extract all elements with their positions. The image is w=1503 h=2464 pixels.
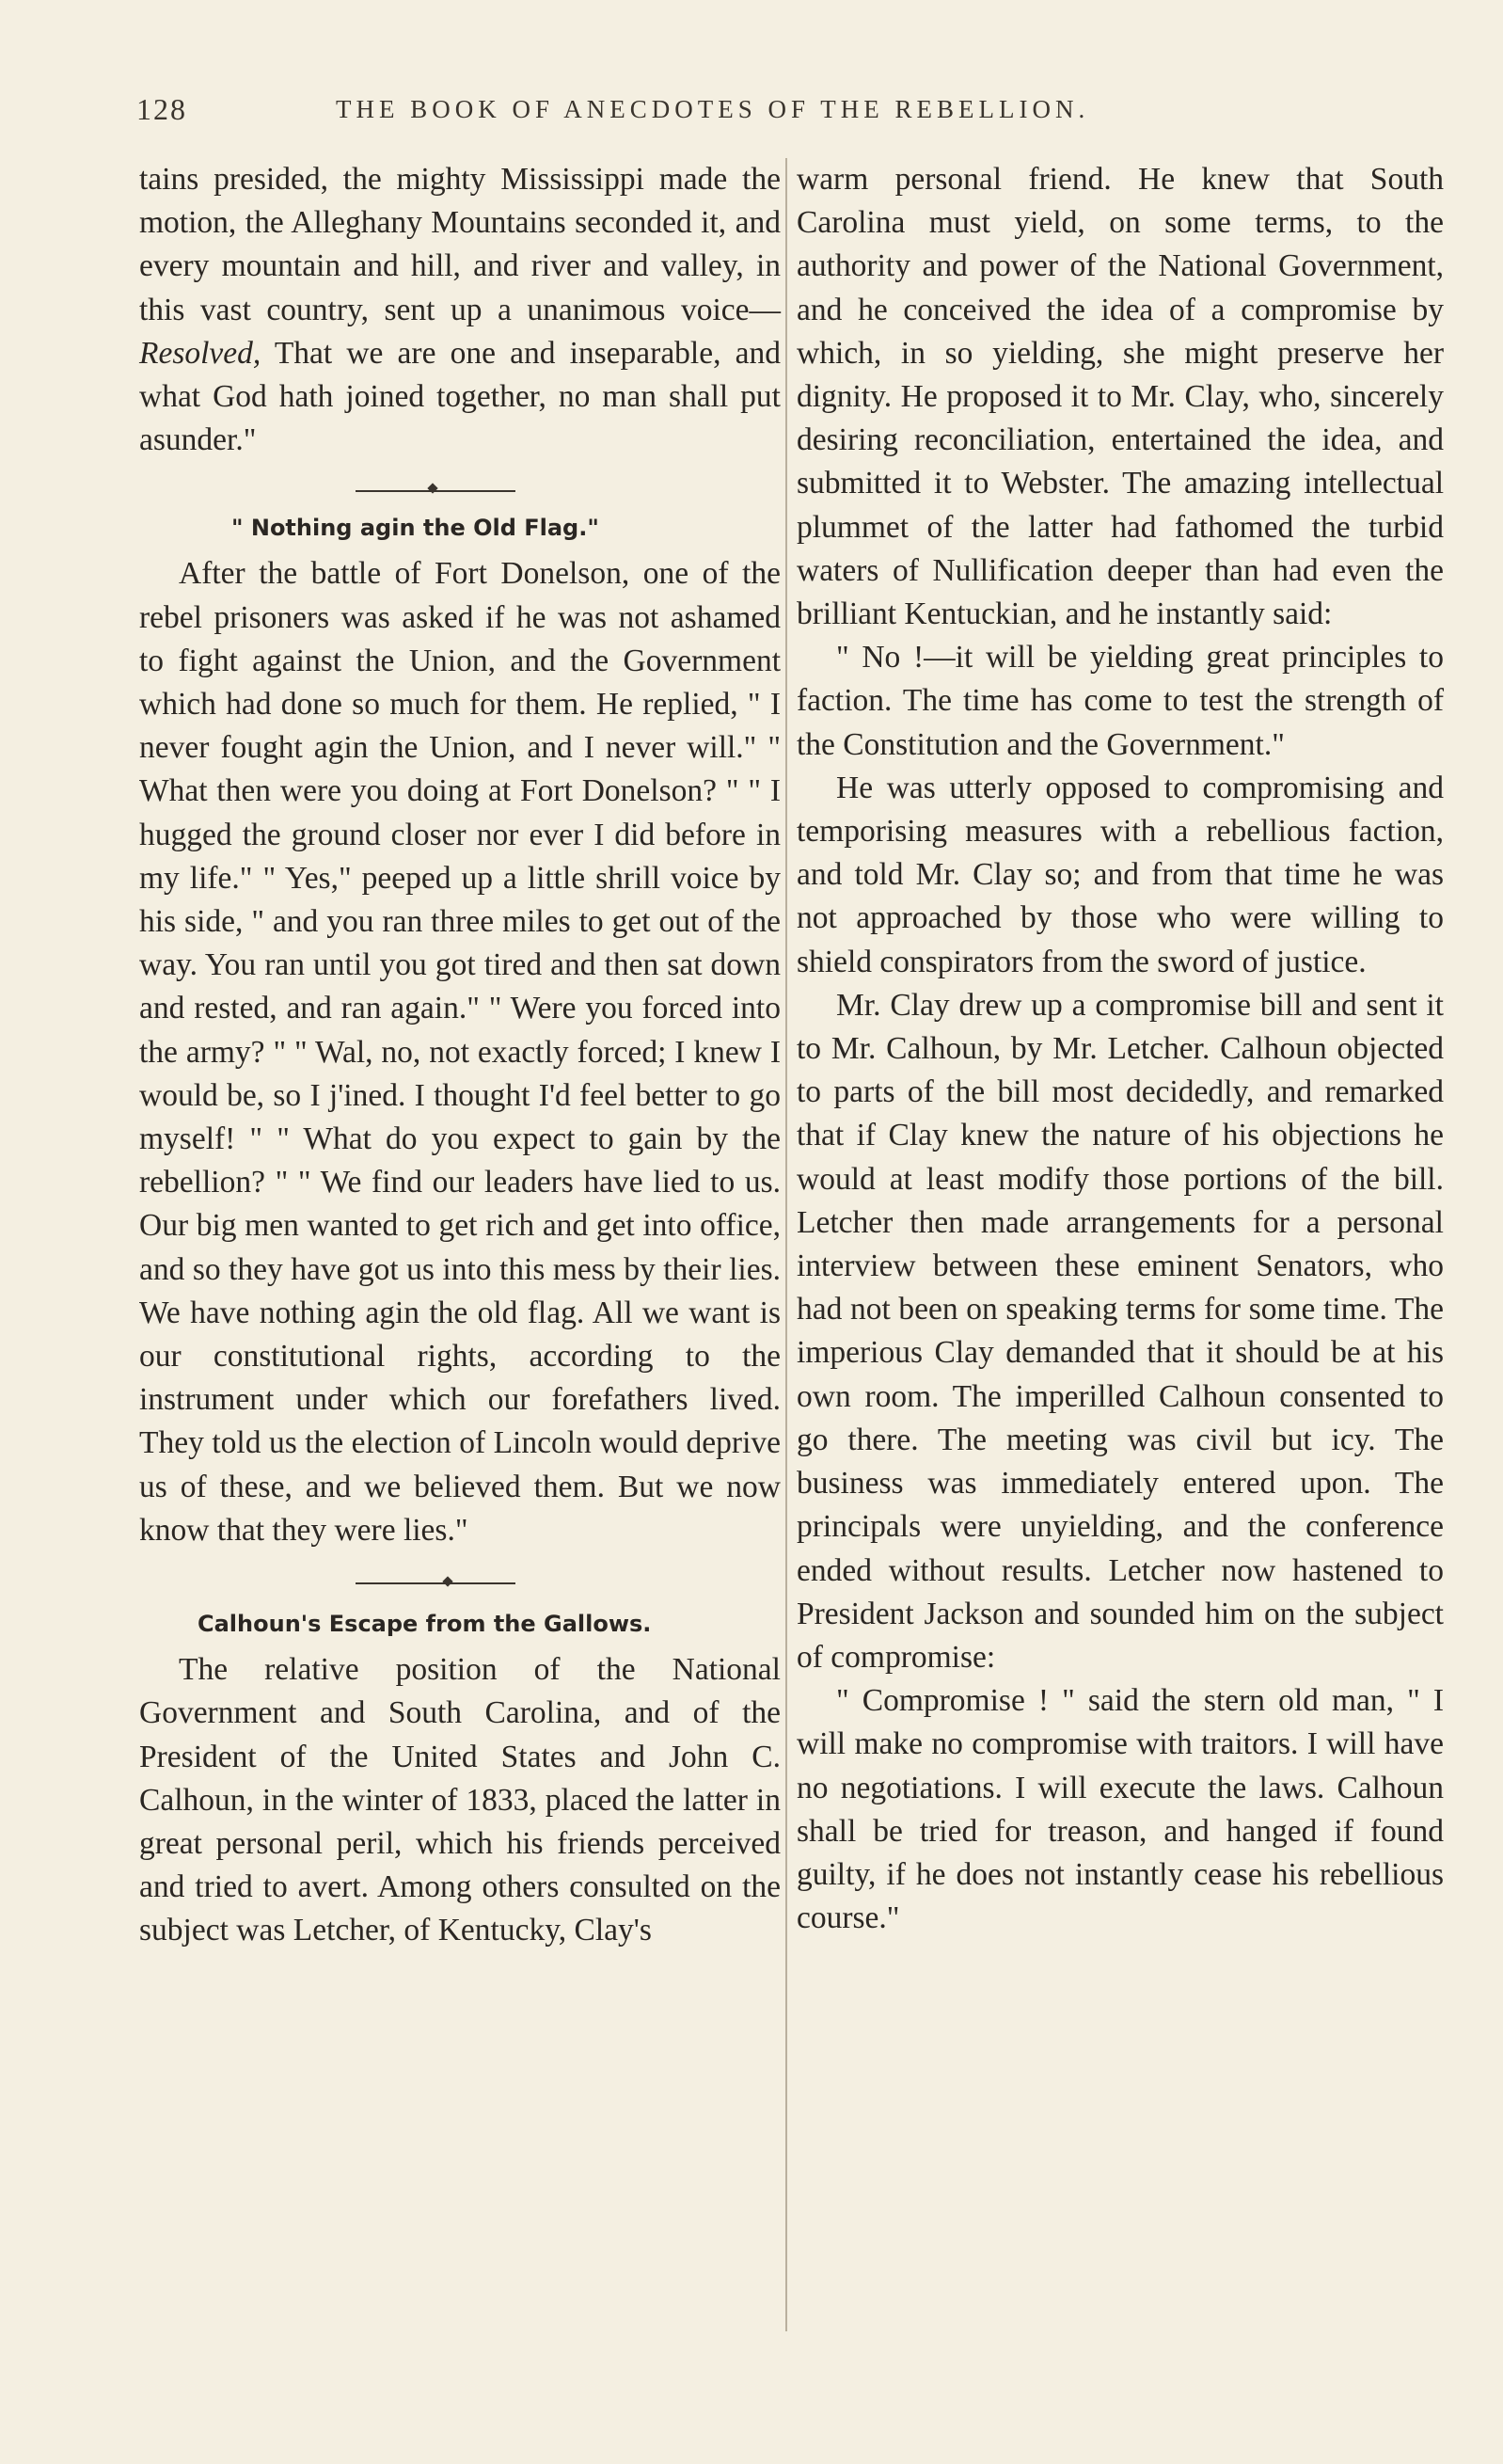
- paragraph-text: That we are one and inseparable, and what God hath joined together, no man shall put asunder.": [139, 335, 781, 458]
- section-divider: [139, 1569, 781, 1599]
- right-column: [797, 158, 1444, 1940]
- paragraph-quote-jackson: " Compromise ! " said the stern old man, " I will make no compromise with traitors. I will have no negotiations. I will execute the laws. Calhoun shall be tried for treason, and hanged if found guilty, if he does not instantly cease his rebellious course.": [797, 1683, 1444, 1936]
- paragraph-clay-bill: Mr. Clay drew up a compromise bill and sent it to Mr. Calhoun, by Mr. Letcher. Calhoun objected to parts of the bill most decidedly, and remarked that if Clay knew the nature of his objections he would at least modify those portions of the bill. Letcher then made arrangements for a personal interview between these eminent Senators, who had not been on speaking terms for some time. The imperious Clay demanded that it should be at his own room. The imperilled Calhoun consented to go there. The meeting was civil but icy. The business was immediately entered upon. The principals were unyielding, and the conference ended without results. Letcher now hastened to President Jackson and sounded him on the subject of compromise:: [797, 987, 1444, 1675]
- paragraph-continued: [139, 158, 781, 462]
- column-divider: [785, 158, 787, 2331]
- italic-resolved: Resolved,: [139, 335, 261, 371]
- paragraph-text: tains presided, the mighty Mississippi made the motion, the Alleghany Mountains seconded it, and every mountain and hill, and river and valley, in this vast country, sent up a unanimous voice—: [139, 162, 781, 327]
- paragraph-opposed: He was utterly opposed to compromising and temporising measures with a rebellious faction, and told Mr. Clay so; and from that time he was not approached by those who were willing to shield conspirators from the sword of justice.: [797, 770, 1444, 979]
- paragraph-calhoun: The relative position of the National Government and South Carolina, and of the President of the United States and John C. Calhoun, in the winter of 1833, placed the latter in great personal peril, which his friends perceived and tried to avert. Among others consulted on the subject was Letcher, of Kentucky, Clay's: [139, 1652, 781, 1948]
- section-divider: [139, 475, 781, 505]
- section-heading-calhoun: Calhoun's Escape from the Gallows.: [198, 1611, 652, 1638]
- paragraph-quote-webster: " No !—it will be yielding great principles to faction. The time has come to test the strength of the Constitution and the Government.": [797, 640, 1444, 762]
- paragraph-webster: warm personal friend. He knew that South Carolina must yield, on some terms, to the authority and power of the National Government, and he conceived the idea of a compromise by which, in so yielding, she might preserve her dignity. He proposed it to Mr. Clay, who, sincerely desiring reconciliation, entertained the idea, and submitted it to Webster. The amazing intellectual plummet of the latter had fathomed the turbid waters of Nullification deeper than had even the brilliant Kentuckian, and he instantly said:: [797, 162, 1444, 632]
- running-head: [136, 92, 1387, 130]
- section-heading-old-flag: " Nothing agin the Old Flag.": [231, 515, 599, 542]
- running-title: THE BOOK OF ANECDOTES OF THE REBELLION.: [336, 95, 1090, 123]
- left-column: [139, 158, 781, 1953]
- paragraph-old-flag: After the battle of Fort Donelson, one of the rebel prisoners was asked if he was not ashamed to fight against the Union, and the Government which had done so much for them. He replied, " I never fought agin the Union, and I never will." " What then were you doing at Fort Donelson? " " I hugged the ground closer nor ever I did before in my life." " Yes," peeped up a little shrill voice by his side, " and you ran three miles to get out of the way. You ran until you got tired and then sat down and rested, and ran again." " Were you forced into the army? " " Wal, no, not exactly forced; I knew I would be, so I j'ined. I thought I'd feel better to go myself! " " What do you expect to gain by the rebellion? " " We find our leaders have lied to us. Our big men wanted to get rich and get into office, and so they have got us into this mess by their lies. We have nothing agin the old flag. All we want is our constitutional rights, according to the instrument under which our forefathers lived. They told us the election of Lincoln would deprive us of these, and we believed them. But we now know that they were lies.": [139, 556, 781, 1548]
- page-number: 128: [136, 92, 187, 126]
